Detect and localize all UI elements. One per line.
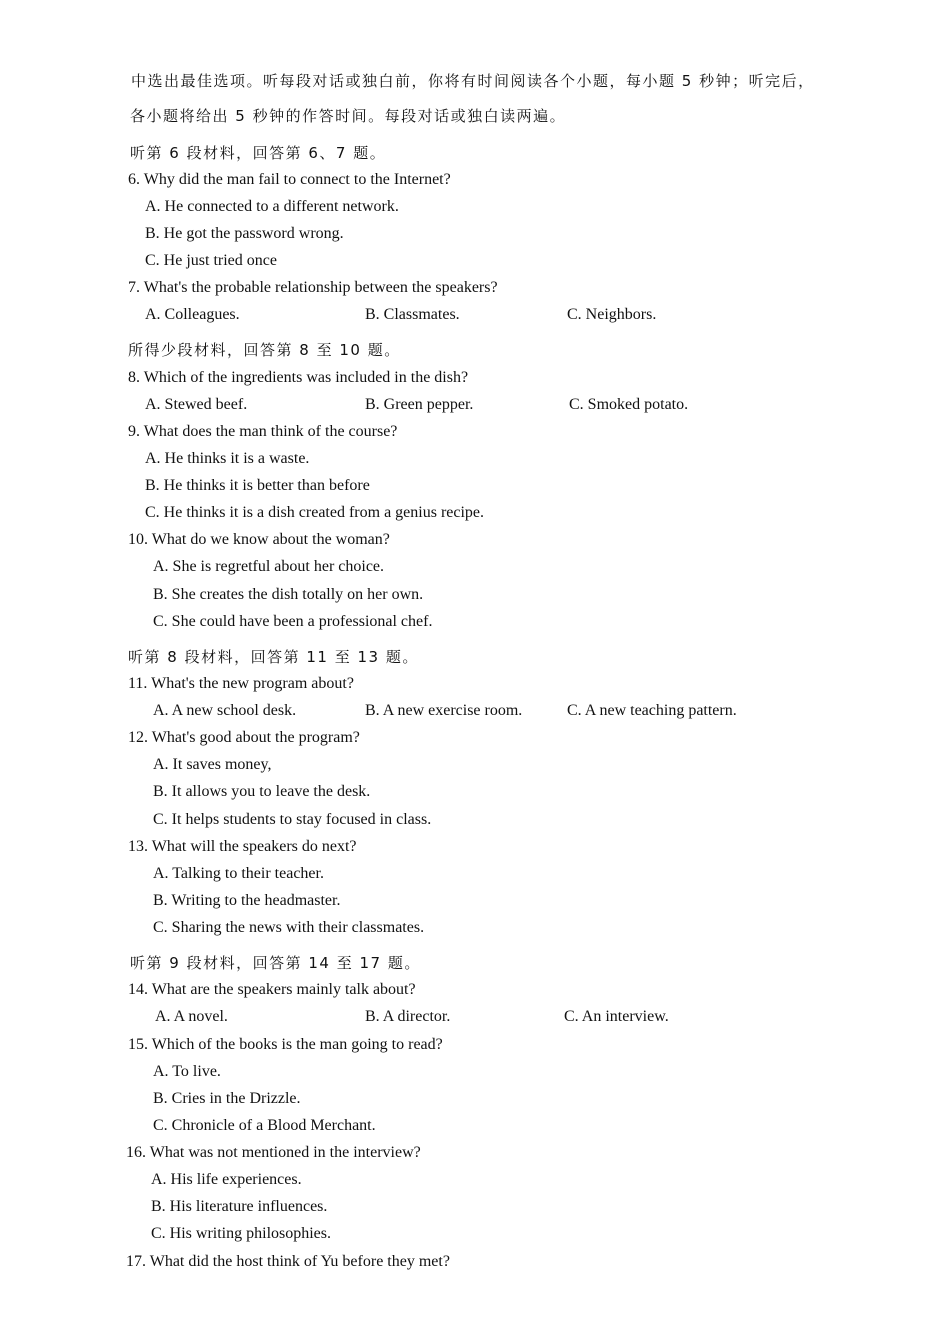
option-14b: B. A director. bbox=[365, 1008, 451, 1025]
option-7b: B. Classmates. bbox=[365, 306, 460, 323]
option-9b: B. He thinks it is better than before bbox=[145, 477, 370, 494]
option-6b: B. He got the password wrong. bbox=[145, 225, 344, 242]
option-7a: A. Colleagues. bbox=[145, 306, 240, 323]
question-9: 9. What does the man think of the course? bbox=[128, 423, 398, 440]
option-14a: A. A novel. bbox=[155, 1008, 228, 1025]
option-14c: C. An interview. bbox=[564, 1008, 669, 1025]
option-8b: B. Green pepper. bbox=[365, 396, 474, 413]
intro-line-2: 各小题将给出 5 秒钟的作答时间。每段对话或独白读两遍。 bbox=[130, 107, 567, 125]
question-17: 17. What did the host think of Yu before they met? bbox=[126, 1253, 450, 1270]
question-16: 16. What was not mentioned in the interview? bbox=[126, 1144, 421, 1161]
intro-line-1: 中选出最佳选项。听每段对话或独白前，你将有时间阅读各个小题，每小题 5 秒钟；听完后， bbox=[131, 72, 815, 90]
option-10b: B. She creates the dish totally on her own. bbox=[153, 586, 424, 603]
section-heading: 听第 6 段材料，回答第 6、7 题。 bbox=[130, 144, 387, 162]
option-16b: B. His literature influences. bbox=[151, 1198, 328, 1215]
option-9a: A. He thinks it is a waste. bbox=[145, 450, 310, 467]
option-8a: A. Stewed beef. bbox=[145, 396, 248, 413]
option-11c: C. A new teaching pattern. bbox=[567, 702, 737, 719]
option-12c: C. It helps students to stay focused in class. bbox=[153, 811, 432, 828]
option-12a: A. It saves money, bbox=[153, 756, 272, 773]
option-10c: C. She could have been a professional chef. bbox=[153, 613, 433, 630]
option-8c: C. Smoked potato. bbox=[569, 396, 689, 413]
section-heading: 听第 8 段材料，回答第 11 至 13 题。 bbox=[128, 648, 419, 666]
option-15b: B. Cries in the Drizzle. bbox=[153, 1090, 301, 1107]
option-15a: A. To live. bbox=[153, 1063, 221, 1080]
option-12b: B. It allows you to leave the desk. bbox=[153, 783, 371, 800]
option-9c: C. He thinks it is a dish created from a genius recipe. bbox=[145, 504, 485, 521]
option-13b: B. Writing to the headmaster. bbox=[153, 892, 341, 909]
question-15: 15. Which of the books is the man going to read? bbox=[128, 1036, 443, 1053]
question-12: 12. What's good about the program? bbox=[128, 729, 360, 746]
option-16a: A. His life experiences. bbox=[151, 1171, 302, 1188]
option-16c: C. His writing philosophies. bbox=[151, 1225, 332, 1242]
question-8: 8. Which of the ingredients was included in the dish? bbox=[128, 369, 469, 386]
section-heading: 听第 9 段材料，回答第 14 至 17 题。 bbox=[130, 954, 421, 972]
option-11b: B. A new exercise room. bbox=[365, 702, 523, 719]
question-10: 10. What do we know about the woman? bbox=[128, 531, 390, 548]
option-6a: A. He connected to a different network. bbox=[145, 198, 399, 215]
option-10a: A. She is regretful about her choice. bbox=[153, 558, 385, 575]
option-13a: A. Talking to their teacher. bbox=[153, 865, 324, 882]
option-7c: C. Neighbors. bbox=[567, 306, 657, 323]
option-13c: C. Sharing the news with their classmates. bbox=[153, 919, 425, 936]
option-6c: C. He just tried once bbox=[145, 252, 277, 269]
option-15c: C. Chronicle of a Blood Merchant. bbox=[153, 1117, 376, 1134]
question-14: 14. What are the speakers mainly talk about? bbox=[128, 981, 416, 998]
question-6: 6. Why did the man fail to connect to the Internet? bbox=[128, 171, 451, 188]
option-11a: A. A new school desk. bbox=[153, 702, 297, 719]
section-heading: 所得少段材料，回答第 8 至 10 题。 bbox=[128, 341, 401, 359]
question-13: 13. What will the speakers do next? bbox=[128, 838, 357, 855]
question-7: 7. What's the probable relationship between the speakers? bbox=[128, 279, 498, 296]
question-11: 11. What's the new program about? bbox=[128, 675, 354, 692]
